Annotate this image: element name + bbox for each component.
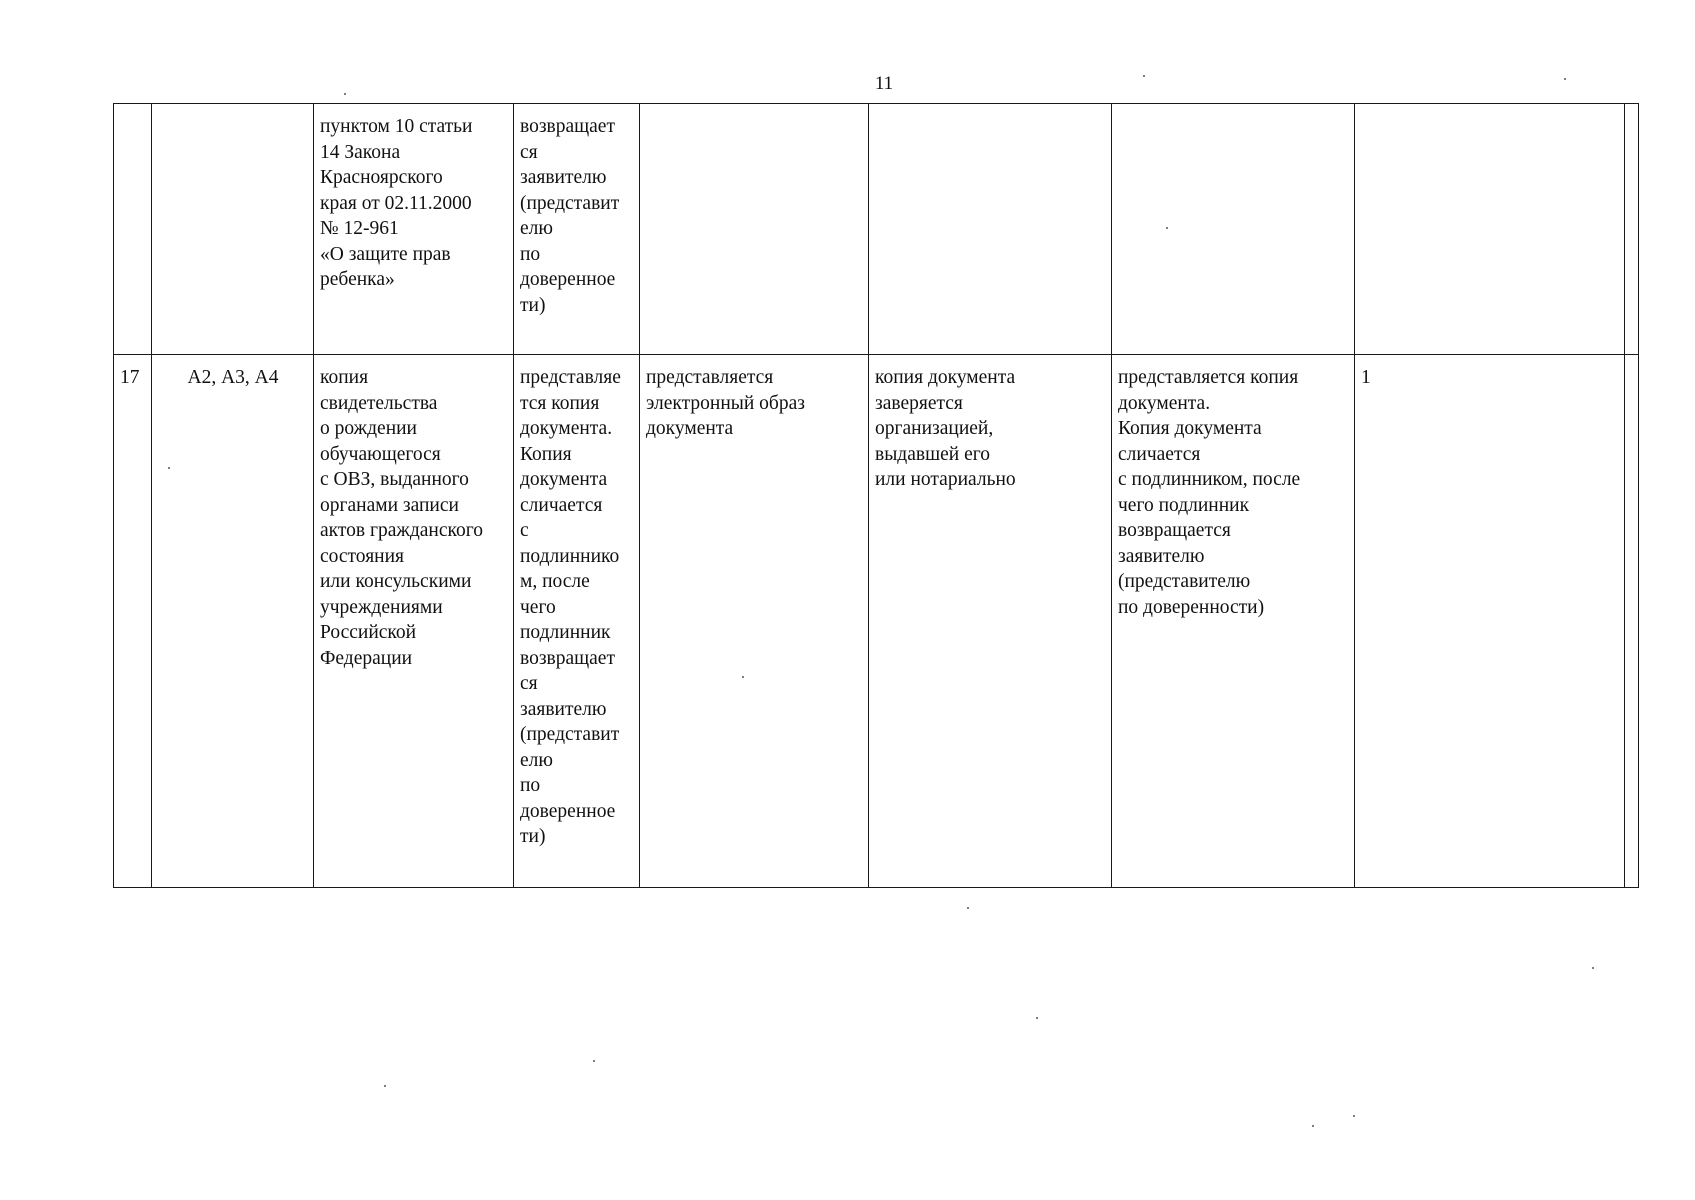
cell-number: 17 bbox=[114, 355, 152, 888]
cell-edge bbox=[1625, 104, 1639, 355]
scan-speck bbox=[593, 1060, 595, 1062]
cell-submission-procedure bbox=[1112, 104, 1355, 355]
scan-speck bbox=[168, 467, 170, 469]
cell-document-name: копия свидетельства о рождении обучающегося с ОВЗ, выданного органами записи актов гражданского состояния или консульскими учреждениями Российской Федерации bbox=[314, 355, 514, 888]
cell-edge bbox=[1625, 355, 1639, 888]
cell-document-name: пунктом 10 статьи 14 Закона Красноярского края от 02.11.2000 № 12-961 «О защите прав ребенка» bbox=[314, 104, 514, 355]
page-number: 11 bbox=[874, 73, 894, 94]
cell-electronic-submission: представляется электронный образ документа bbox=[640, 355, 869, 888]
cell-paper-submission: представляе тся копия документа. Копия документа сличается с подлиннико м, после чего подлинник возвращает ся заявителю (представит елю по доверенное ти) bbox=[514, 355, 640, 888]
scan-speck bbox=[1353, 1115, 1355, 1117]
scan-speck bbox=[384, 1085, 386, 1087]
table-row bbox=[114, 355, 1639, 888]
scan-speck bbox=[1312, 1125, 1314, 1127]
scan-speck bbox=[1166, 227, 1168, 229]
scan-speck bbox=[1592, 967, 1594, 969]
cell-certification-requirements bbox=[869, 104, 1112, 355]
document-table bbox=[113, 103, 1639, 888]
cell-paper-submission: возвращает ся заявителю (представит елю по доверенное ти) bbox=[514, 104, 640, 355]
cell-copies-count: 1 bbox=[1355, 355, 1625, 888]
cell-submission-procedure: представляется копия документа. Копия документа сличается с подлинником, после чего подлинник возвращается заявителю (представителю по доверенности) bbox=[1112, 355, 1355, 888]
scan-speck bbox=[742, 676, 744, 678]
table-row bbox=[114, 104, 1639, 355]
scan-speck bbox=[1036, 1017, 1038, 1019]
scan-speck bbox=[1564, 78, 1566, 80]
cell-electronic-submission bbox=[640, 104, 869, 355]
cell-number bbox=[114, 104, 152, 355]
cell-applicant-group bbox=[152, 104, 314, 355]
cell-copies-count bbox=[1355, 104, 1625, 355]
scan-speck bbox=[967, 907, 969, 909]
scan-speck bbox=[344, 93, 346, 95]
cell-certification-requirements: копия документа заверяется организацией, выдавшей его или нотариально bbox=[869, 355, 1112, 888]
cell-applicant-group: А2, А3, А4 bbox=[152, 355, 314, 888]
scan-speck bbox=[1143, 75, 1145, 77]
